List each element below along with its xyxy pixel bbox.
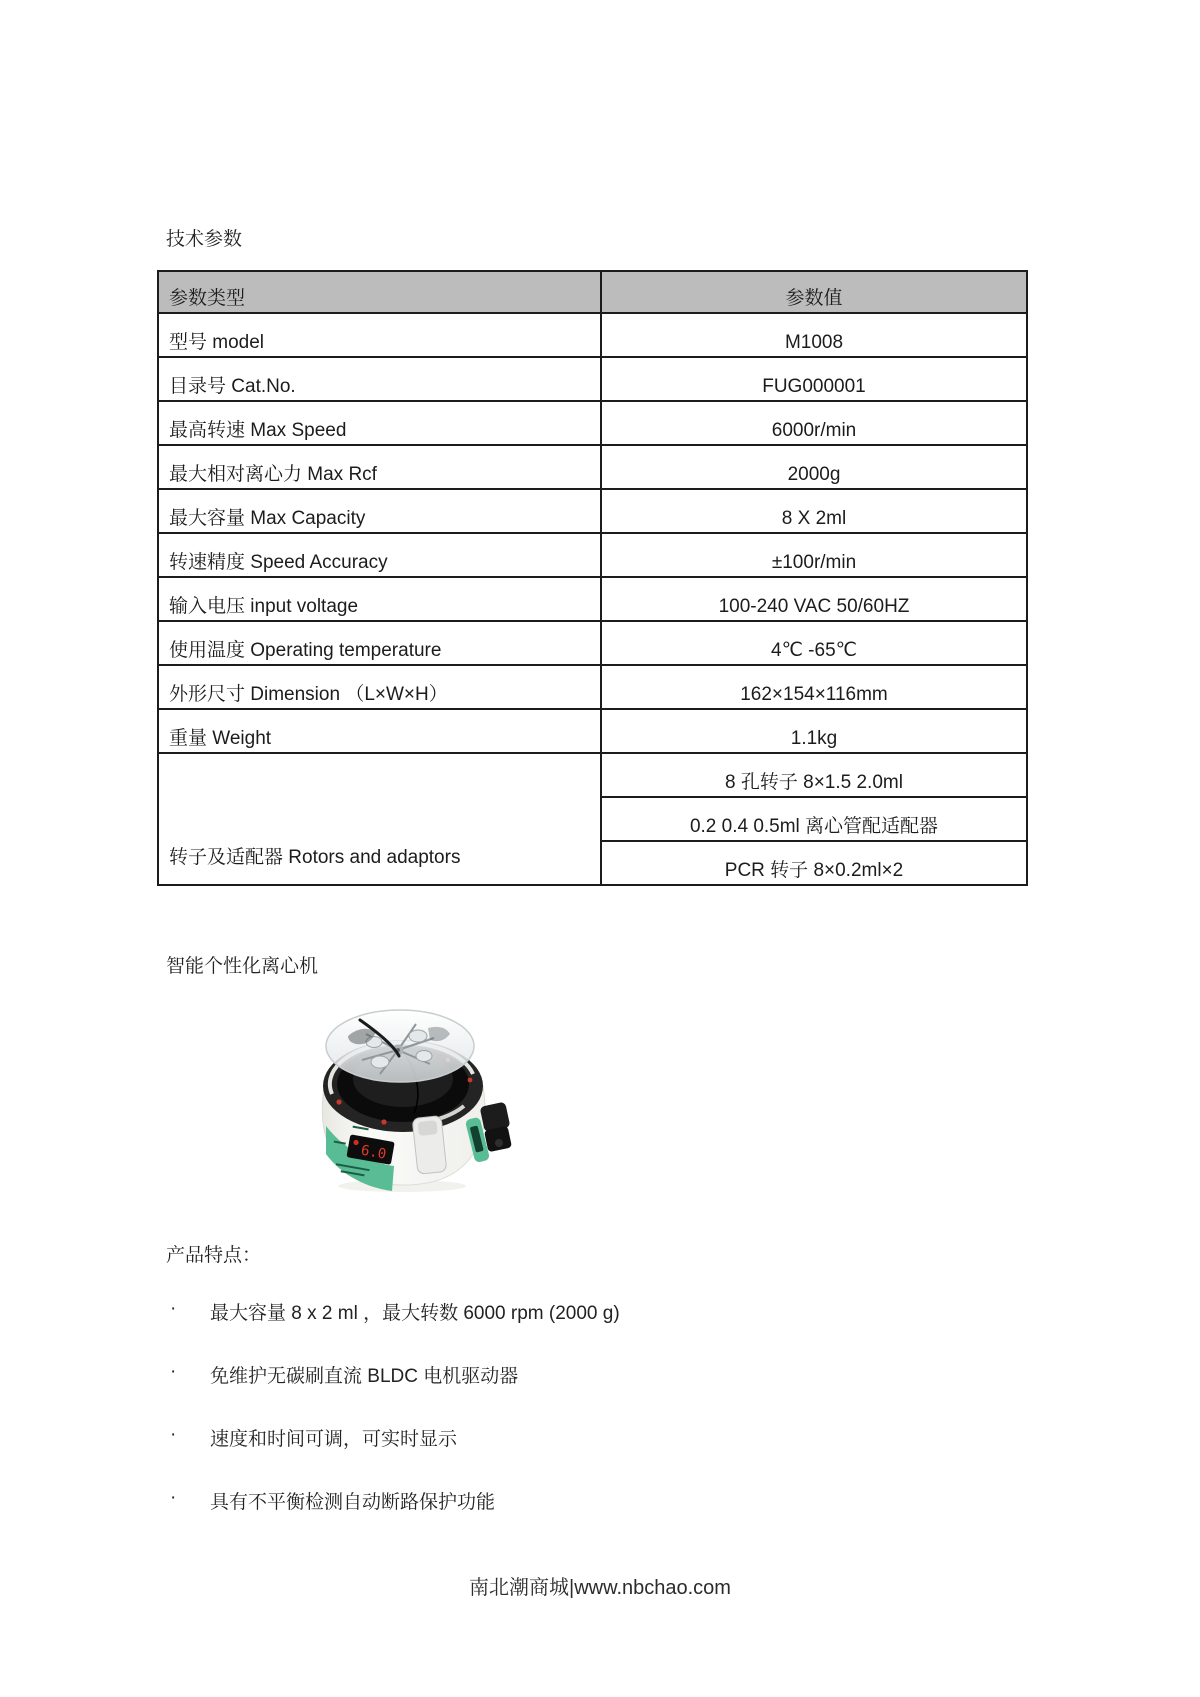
param-value-header: 参数值 xyxy=(601,271,1027,313)
param-type-cell: 外形尺寸 Dimension （L×W×H） xyxy=(158,665,601,709)
param-type-cell: 输入电压 input voltage xyxy=(158,577,601,621)
param-value-cell: 100-240 VAC 50/60HZ xyxy=(601,577,1027,621)
features-title: 产品特点： xyxy=(166,1245,262,1266)
param-type-cell-rotors: 转子及适配器 Rotors and adaptors xyxy=(158,753,601,885)
param-type-cell: 最高转速 Max Speed xyxy=(158,401,601,445)
table-row-rotors xyxy=(158,753,1027,797)
param-type-cell: 目录号 Cat.No. xyxy=(158,357,601,401)
param-value-cell: ±100r/min xyxy=(601,533,1027,577)
feature-text: 具有不平衡检测自动断路保护功能 xyxy=(210,1492,496,1513)
param-value-cell: 8 孔转子 8×1.5 2.0ml xyxy=(601,753,1027,797)
param-type-cell: 使用温度 Operating temperature xyxy=(158,621,601,665)
param-value-cell: 1.1kg xyxy=(601,709,1027,753)
centrifuge-illustration xyxy=(296,1000,514,1196)
footer-separator: | xyxy=(569,1577,575,1599)
feature-text: 速度和时间可调，可实时显示 xyxy=(210,1429,458,1450)
param-value-cell: 6000r/min xyxy=(601,401,1027,445)
table-row xyxy=(158,665,1027,709)
param-value-cell: 0.2 0.4 0.5ml 离心管配适配器 xyxy=(601,797,1027,841)
table-row xyxy=(158,489,1027,533)
page-footer xyxy=(0,1571,1200,1600)
param-value-cell: 4℃ -65℃ xyxy=(601,621,1027,665)
param-value-cell: FUG000001 xyxy=(601,357,1027,401)
lid-latch xyxy=(412,1116,447,1175)
feature-text: 免维护无碳刷直流 BLDC 电机驱动器 xyxy=(210,1366,519,1387)
table-row xyxy=(158,401,1027,445)
display-value: 6.0 xyxy=(359,1142,388,1163)
table-row xyxy=(158,577,1027,621)
table-header-row xyxy=(158,271,1027,313)
rim-dot-red xyxy=(381,1119,386,1124)
centrifuge-product-image xyxy=(296,1000,514,1196)
param-value-cell: M1008 xyxy=(601,313,1027,357)
param-type-cell: 最大容量 Max Capacity xyxy=(158,489,601,533)
param-type-header: 参数类型 xyxy=(158,271,601,313)
table-row xyxy=(158,621,1027,665)
section-title: 智能个性化离心机 xyxy=(166,956,319,977)
table-row xyxy=(158,533,1027,577)
feature-item xyxy=(170,1298,1000,1325)
table-row xyxy=(158,445,1027,489)
footer-url: www.nbchao.com xyxy=(574,1577,731,1599)
feature-item xyxy=(170,1424,1000,1451)
rim-dot-red xyxy=(336,1099,341,1104)
param-value-cell: 8 X 2ml xyxy=(601,489,1027,533)
param-type-cell: 型号 model xyxy=(158,313,601,357)
rim-dot-red xyxy=(468,1078,473,1083)
bullet-dot: · xyxy=(170,1361,177,1382)
table-row xyxy=(158,313,1027,357)
feature-item xyxy=(170,1487,1000,1514)
bullet-dot: · xyxy=(170,1298,177,1319)
param-value-cell: 162×154×116mm xyxy=(601,665,1027,709)
spec-table xyxy=(157,270,1028,886)
param-value-cell: 2000g xyxy=(601,445,1027,489)
param-value-cell: PCR 转子 8×0.2ml×2 xyxy=(601,841,1027,885)
param-type-cell: 转速精度 Speed Accuracy xyxy=(158,533,601,577)
table-row xyxy=(158,709,1027,753)
footer-site-name: 南北潮商城 xyxy=(469,1575,570,1599)
param-type-cell: 重量 Weight xyxy=(158,709,601,753)
bullet-dot: · xyxy=(170,1487,177,1508)
feature-text: 最大容量 8 x 2 ml ，最大转数 6000 rpm (2000 g) xyxy=(210,1303,620,1324)
bullet-dot: · xyxy=(170,1424,177,1445)
table-row xyxy=(158,357,1027,401)
page-title: 技术参数 xyxy=(166,229,243,250)
param-type-cell: 最大相对离心力 Max Rcf xyxy=(158,445,601,489)
feature-item xyxy=(170,1361,1000,1388)
